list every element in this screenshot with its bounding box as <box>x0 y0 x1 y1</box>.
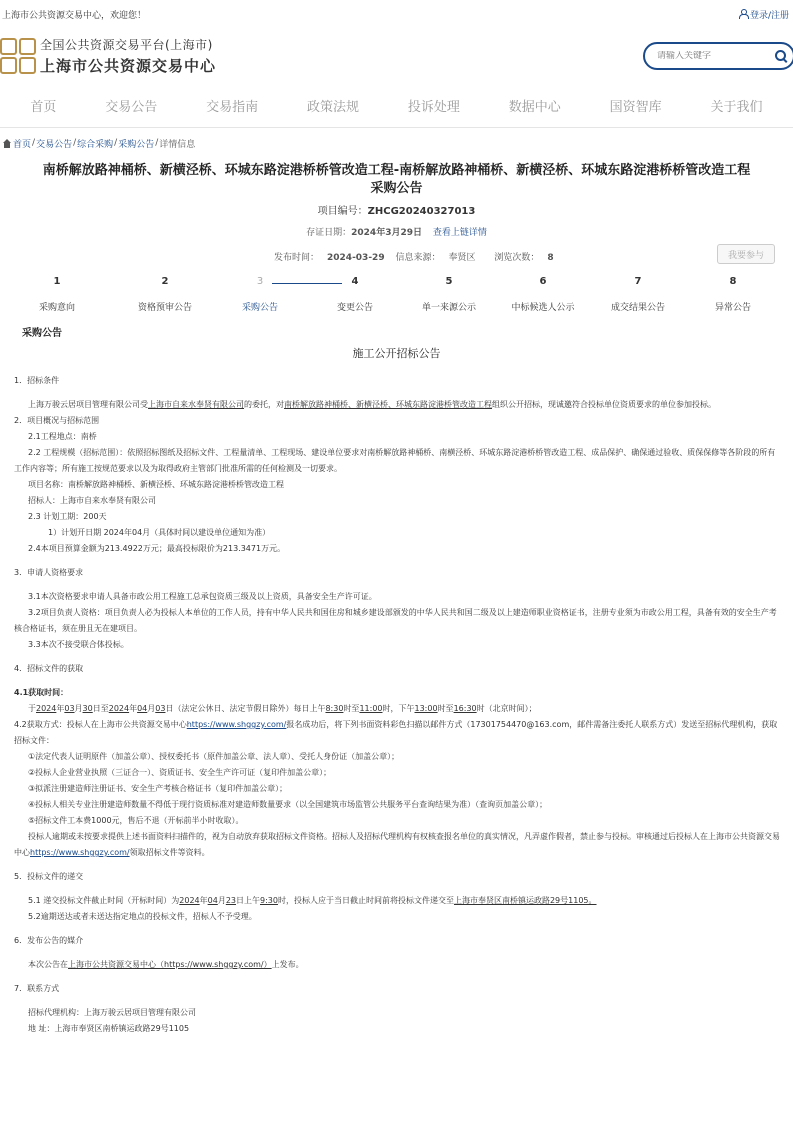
para-3-2: 3.2项目负责人资格：项目负责人必为投标人本单位的工作人员，持有中华人民共和国住房和城乡建设部颁发的中华人民共和国二级及以上建造师职业资格证书，注册专业须为市政公用工程，具备有效的安全生产考核合格证书，须在册且无在建项目。 <box>14 608 777 633</box>
process-steps <box>0 276 793 324</box>
step-1[interactable]: 1 采购意向 <box>38 276 75 313</box>
source-label: 信息来源： <box>395 253 441 263</box>
step-8[interactable]: 8 异常公告 <box>714 276 751 313</box>
step-6[interactable]: 6 中标候选人公示 <box>511 276 575 313</box>
nav-think-tank[interactable]: 国资智库 <box>609 100 662 115</box>
document-title: 施工公开招标公告 <box>352 347 441 360</box>
shggzy-link-3[interactable]: 上海市公共资源交易中心（https://www.shggzy.com/） <box>68 960 272 969</box>
join-button[interactable]: 我要参与 <box>717 244 775 264</box>
para-2-4: 2.4本项目预算金额为213.4922万元；最高投标限价为213.3471万元。 <box>28 544 286 553</box>
breadcrumb-home[interactable]: 首页 <box>13 139 32 150</box>
breadcrumb-comprehensive[interactable]: 综合采购 <box>77 139 114 150</box>
nav-data-center[interactable]: 数据中心 <box>508 100 561 115</box>
breadcrumb-trade-notices[interactable]: 交易公告 <box>36 139 73 150</box>
step-4[interactable]: 4 变更公告 <box>336 276 373 313</box>
views-label: 浏览次数： <box>494 253 540 263</box>
main-nav <box>0 84 793 128</box>
shggzy-link-1[interactable]: https://www.shggzy.com/ <box>186 720 287 729</box>
search-box <box>643 42 793 70</box>
paragraph-1: 上海万骏云居项目管理有限公司受上海市自来水奉贤有限公司的委托，对南桥解放路神桶桥、新横泾桥、环城东路淀港桥管改造工程组织公开招标，现诚邀符合投标单位资质要求的单位参加投标。 <box>28 400 716 409</box>
para-2-1: 2.1工程地点：南桥 <box>28 432 97 441</box>
heading-7: 7．联系方式 <box>14 984 60 993</box>
contact-address: 地 址：上海市奉贤区南桥镇运政路29号1105 <box>28 1024 190 1033</box>
para-2-3: 2.3 计划工期：200天 <box>28 512 107 521</box>
nav-trade-guide[interactable]: 交易指南 <box>206 100 259 115</box>
site-logo-icon <box>0 38 36 74</box>
top-bar <box>0 0 793 28</box>
contact-agency: 招标代理机构：上海万骏云居项目管理有限公司 <box>28 1008 196 1017</box>
breadcrumb-current: 详情信息 <box>159 139 196 150</box>
step-3[interactable]: 3 采购公告 <box>241 276 278 313</box>
para-2-3a: 1）计划开日期 2024年04月（具体时间以建设单位通知为准） <box>48 528 271 537</box>
para-3-3: 3.3本次不接受联合体投标。 <box>28 640 129 649</box>
view-chain-link[interactable]: 查看上链详情 <box>432 228 487 238</box>
platform-name: 全国公共资源交易平台(上海市) <box>40 38 213 52</box>
para-6: 本次公告在上海市公共资源交易中心（https://www.shggzy.com/）上发布。 <box>28 960 304 969</box>
list-item-1: ①法定代表人证明原件（加盖公章）、授权委托书（原件加盖公章、法人章）、受托人身份证（加盖公章）； <box>28 752 400 761</box>
publish-meta <box>0 244 793 268</box>
nav-complaints[interactable]: 投诉处理 <box>407 100 460 115</box>
section-heading: 采购公告 <box>22 328 62 339</box>
login-link[interactable] <box>738 8 789 21</box>
heading-3: 3．申请人资格要求 <box>14 568 84 577</box>
para-2-2: 2.2 工程规模（招标范围）：依照招标图纸及招标文件、工程量清单、工程现场、建设单位要求对南桥解放路神桶桥、南横泾桥、环城东路淀港桥桥管改造工程、成品保护、确保通过验收、质保保修等各阶段的所有工作内容等；所有施工按规范要求以及为取得政府主管部门批准所需的任何检测及一切要求。 <box>14 448 776 473</box>
shggzy-link-2[interactable]: https://www.shggzy.com/ <box>30 848 130 857</box>
heading-4: 4．招标文件的获取 <box>14 664 84 673</box>
heading-4-1: 4.1获取时间： <box>14 688 69 697</box>
project-number: 项目编号：ZHCG20240327013 <box>317 206 476 217</box>
user-icon <box>738 9 748 19</box>
breadcrumb-procurement[interactable]: 采购公告 <box>118 139 155 150</box>
list-item-2: ②投标人企业营业执照（三证合一）、资质证书、安全生产许可证（复印件加盖公章）； <box>28 768 332 777</box>
list-item-5: ⑤招标文件工本费1000元，售后不退（开标前半小时收取）。 <box>28 816 244 825</box>
announcement-body <box>0 373 793 1037</box>
heading-1: 1．招标条件 <box>14 376 60 385</box>
para-4-1: 于2024年03月30日至2024年04月03日（法定公休日、法定节假日除外）每日上午8:30时至11:00时，下午13:00时至16:30时（北京时间）； <box>28 704 537 713</box>
nav-home[interactable]: 首页 <box>30 100 57 115</box>
deposit-date: 2024年3月29日 <box>351 228 422 238</box>
para-5-2: 5.2逾期送达或者未送达指定地点的投标文件，招标人不予受理。 <box>28 912 257 921</box>
project-number-value: ZHCG20240327013 <box>367 206 476 217</box>
list-item-4: ④投标人相关专业注册建造师数量不得低于现行资质标准对建造师数量要求（以全国建筑市场监管公共服务平台查询结果为准）（查询页加盖公章）； <box>28 800 548 809</box>
nav-trade-notices[interactable]: 交易公告 <box>105 100 158 115</box>
step-2[interactable]: 2 资格预审公告 <box>137 276 192 313</box>
site-header <box>0 28 793 84</box>
source-value: 奉贤区 <box>448 253 476 263</box>
list-item-3: ③拟派注册建造师注册证书、安全生产考核合格证书（复印件加盖公章）； <box>28 784 288 793</box>
para-2-name: 项目名称：南桥解放路神桶桥、新横泾桥、环城东路淀港桥桥管改造工程 <box>28 480 284 489</box>
nav-policies[interactable]: 政策法规 <box>307 100 360 115</box>
site-brand[interactable] <box>0 36 216 76</box>
publish-label: 发布时间： <box>274 253 320 263</box>
deposit-info <box>0 225 793 238</box>
search-icon[interactable] <box>775 50 787 62</box>
para-4-3: 投标人逾期或未按要求提供上述书面资料扫描件的，视为自动放弃获取招标文件资格。招标人及招标代理机构有权核查报名单位的真实情况，凡弄虚作假者，禁止参与投标。审核通过后投标人在上海市公共资源交易中心https://www.shggzy.com/领取招标文件等资料。 <box>14 832 780 857</box>
welcome-text: 上海市公共资源交易中心，欢迎您！ <box>2 10 147 21</box>
search-input[interactable] <box>657 51 767 61</box>
para-2-owner: 招标人：上海市自来水奉贤有限公司 <box>28 496 156 505</box>
deposit-label: 存证日期： <box>306 228 352 238</box>
heading-5: 5．投标文件的递交 <box>14 872 84 881</box>
center-name: 上海市公共资源交易中心 <box>40 57 217 75</box>
article-title: 南桥解放路神桶桥、新横泾桥、环城东路淀港桥桥管改造工程-南桥解放路神桶桥、新横泾桥、环城东路淀港桥桥管改造工程采购公告 <box>42 163 751 196</box>
step-7[interactable]: 7 成交结果公告 <box>610 276 665 313</box>
nav-about[interactable]: 关于我们 <box>710 100 763 115</box>
views-count: 8 <box>547 253 554 263</box>
breadcrumb: 首页 / 交易公告 / 综合采购 / 采购公告 / 详情信息 <box>0 132 793 154</box>
para-4-2: 4.2获取方式：投标人在上海市公共资源交易中心https://www.shggzy.com/报名成功后，将下列书面资料彩色扫描以邮件方式（17301754470@163.com，邮件需备注委托人联系方式）发送至招标代理机构，获取招标文件： <box>14 720 778 745</box>
para-5-1: 5.1 递交投标文件截止时间（开标时间）为2024年04月23日上午9:30时，投标人应于当日截止时间前将投标文件递交至上海市奉贤区南桥镇运政路29号1105。 <box>28 896 597 905</box>
heading-6: 6．发布公告的媒介 <box>14 936 84 945</box>
heading-2: 2．项目概况与招标范围 <box>14 416 100 425</box>
step-5[interactable]: 5 单一来源公示 <box>421 276 476 313</box>
login-label[interactable]: 登录/注册 <box>749 10 789 21</box>
home-icon <box>2 139 12 148</box>
para-3-1: 3.1本次资格要求申请人具备市政公用工程施工总承包资质三级及以上资质，具备安全生产许可证。 <box>28 592 377 601</box>
publish-time: 2024-03-29 <box>327 253 385 263</box>
